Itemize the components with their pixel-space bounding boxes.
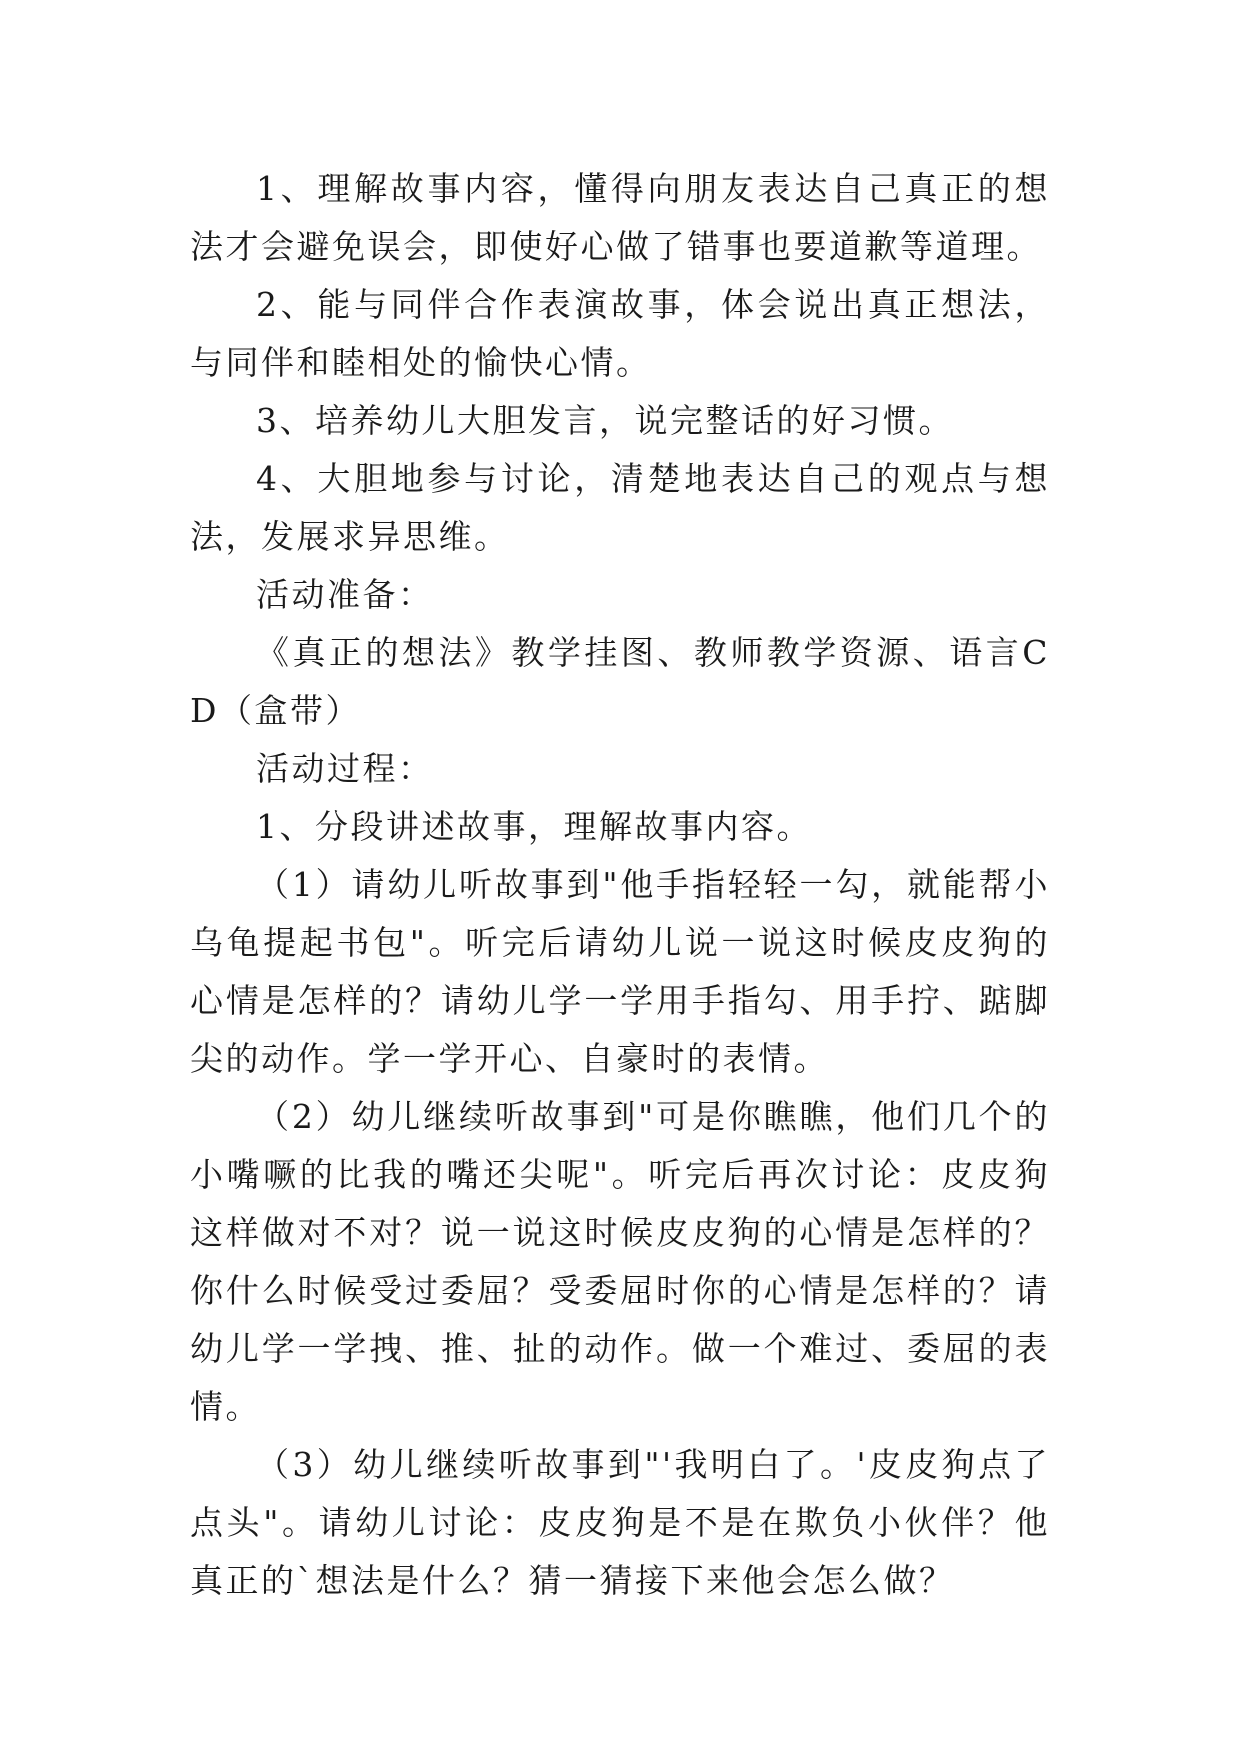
process-substep-3: （3）幼儿继续听故事到"'我明白了。'皮皮狗点了点头"。请幼儿讨论：皮皮狗是不是在欺负小伙伴？他真正的`想法是什么？猜一猜接下来他会怎么做？ [190,1445,1050,1600]
document-body [190,160,1050,1610]
process-substep-2: （2）幼儿继续听故事到"可是你瞧瞧，他们几个的小嘴噘的比我的嘴还尖呢"。听完后再次讨论：皮皮狗这样做对不对？说一说这时候皮皮狗的心情是怎样的？你什么时候受过委屈？受委屈时你的心情是怎样的？请幼儿学一学拽、推、扯的动作。做一个难过、委屈的表情。 [190,1097,1050,1426]
objective-3: 3、培养幼儿大胆发言，说完整话的好习惯。 [256,401,954,440]
section-heading-preparation: 活动准备： [256,575,434,614]
objective-1: 1、理解故事内容，懂得向朋友表达自己真正的想法才会避免误会，即使好心做了错事也要道歉等道理。 [190,169,1050,266]
objective-2: 2、能与同伴合作表演故事，体会说出真正想法，与同伴和睦相处的愉快心情。 [190,285,1050,382]
objective-4: 4、大胆地参与讨论，清楚地表达自己的观点与想法，发展求异思维。 [190,459,1050,556]
process-substep-1: （1）请幼儿听故事到"他手指轻轻一勾，就能帮小乌龟提起书包"。听完后请幼儿说一说这时候皮皮狗的心情是怎样的？请幼儿学一学用手指勾、用手拧、踮脚尖的动作。学一学开心、自豪时的表情。 [190,865,1050,1078]
process-step-1: 1、分段讲述故事，理解故事内容。 [256,807,812,846]
preparation-materials: 《真正的想法》教学挂图、教师教学资源、语言CD（盒带） [190,633,1050,730]
section-heading-process: 活动过程： [256,749,434,788]
